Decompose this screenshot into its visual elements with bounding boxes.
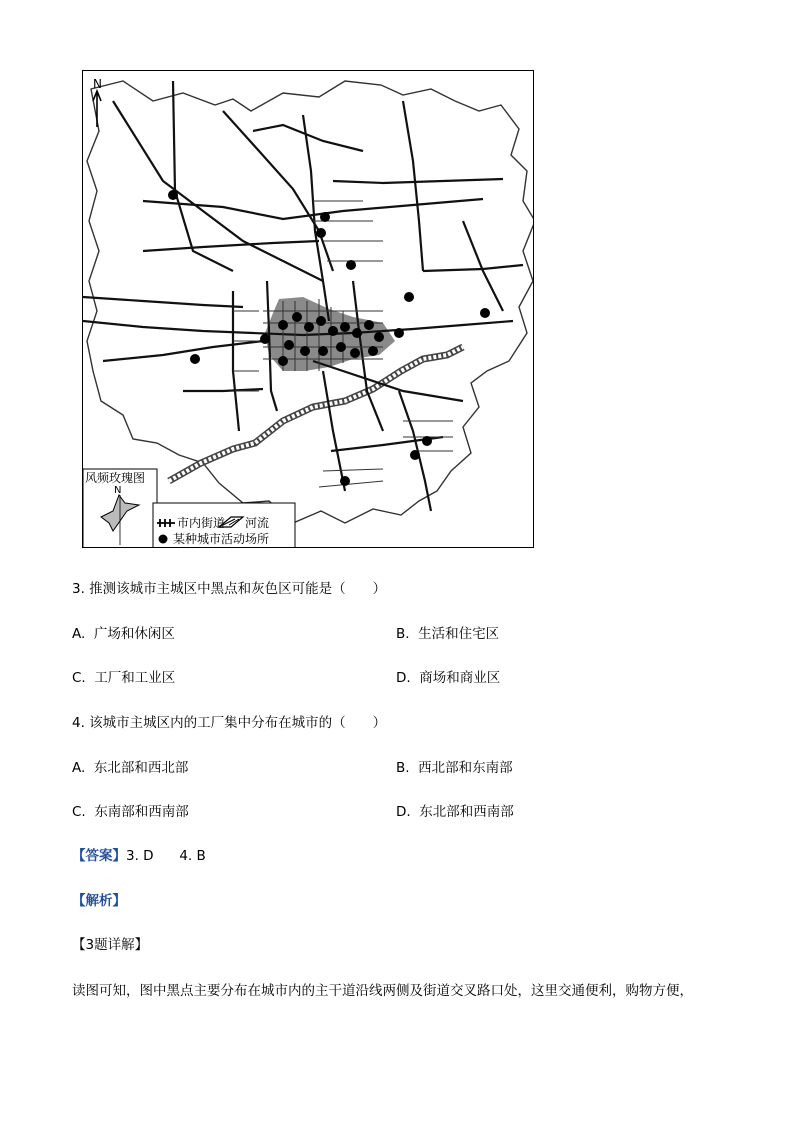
q3-option-a: A. 广场和休闲区 xyxy=(72,626,175,642)
q4-option-b: B. 西北部和东南部 xyxy=(396,760,513,776)
street-network xyxy=(83,81,523,511)
q3-option-b: B. 生活和住宅区 xyxy=(396,626,500,642)
q3-option-c: C. 工厂和工业区 xyxy=(72,670,176,686)
answer-line xyxy=(72,847,206,865)
q3-stem: 3. 推测该城市主城区中黑点和灰色区可能是（ ） xyxy=(72,581,387,597)
analysis-body: 读图可知，图中黑点主要分布在城市内的主干道沿线两侧及街道交叉路口处，这里交通便利，购物方便， xyxy=(72,983,693,999)
q4-option-c: C. 东南部和西南部 xyxy=(72,804,189,820)
answer-3: 3. D xyxy=(126,848,154,864)
q4-option-a: A. 东北部和西北部 xyxy=(72,760,189,776)
legend-river-label: 河流 xyxy=(245,516,270,530)
q3-option-d: D. 商场和商业区 xyxy=(396,670,501,686)
city-map-drawing xyxy=(83,71,534,548)
answer-tag: 【答案】 xyxy=(72,848,126,864)
legend-place-label: 某种城市活动场所 xyxy=(173,532,270,546)
wind-rose-north: N xyxy=(114,485,122,496)
legend-street-label: 市内街道 xyxy=(177,516,226,530)
wind-rose-title: 风频玫瑰图 xyxy=(85,471,146,485)
detail-tag: 【3题详解】 xyxy=(72,937,149,953)
analysis-tag: 【解析】 xyxy=(72,893,126,909)
north-label: N xyxy=(93,77,102,91)
q4-option-d: D. 东北部和西南部 xyxy=(396,804,514,820)
place-legend-symbol xyxy=(159,535,168,544)
q4-stem: 4. 该城市主城区内的工厂集中分布在城市的（ ） xyxy=(72,715,387,731)
city-map-figure xyxy=(82,70,534,548)
answer-4: 4. B xyxy=(179,848,206,864)
